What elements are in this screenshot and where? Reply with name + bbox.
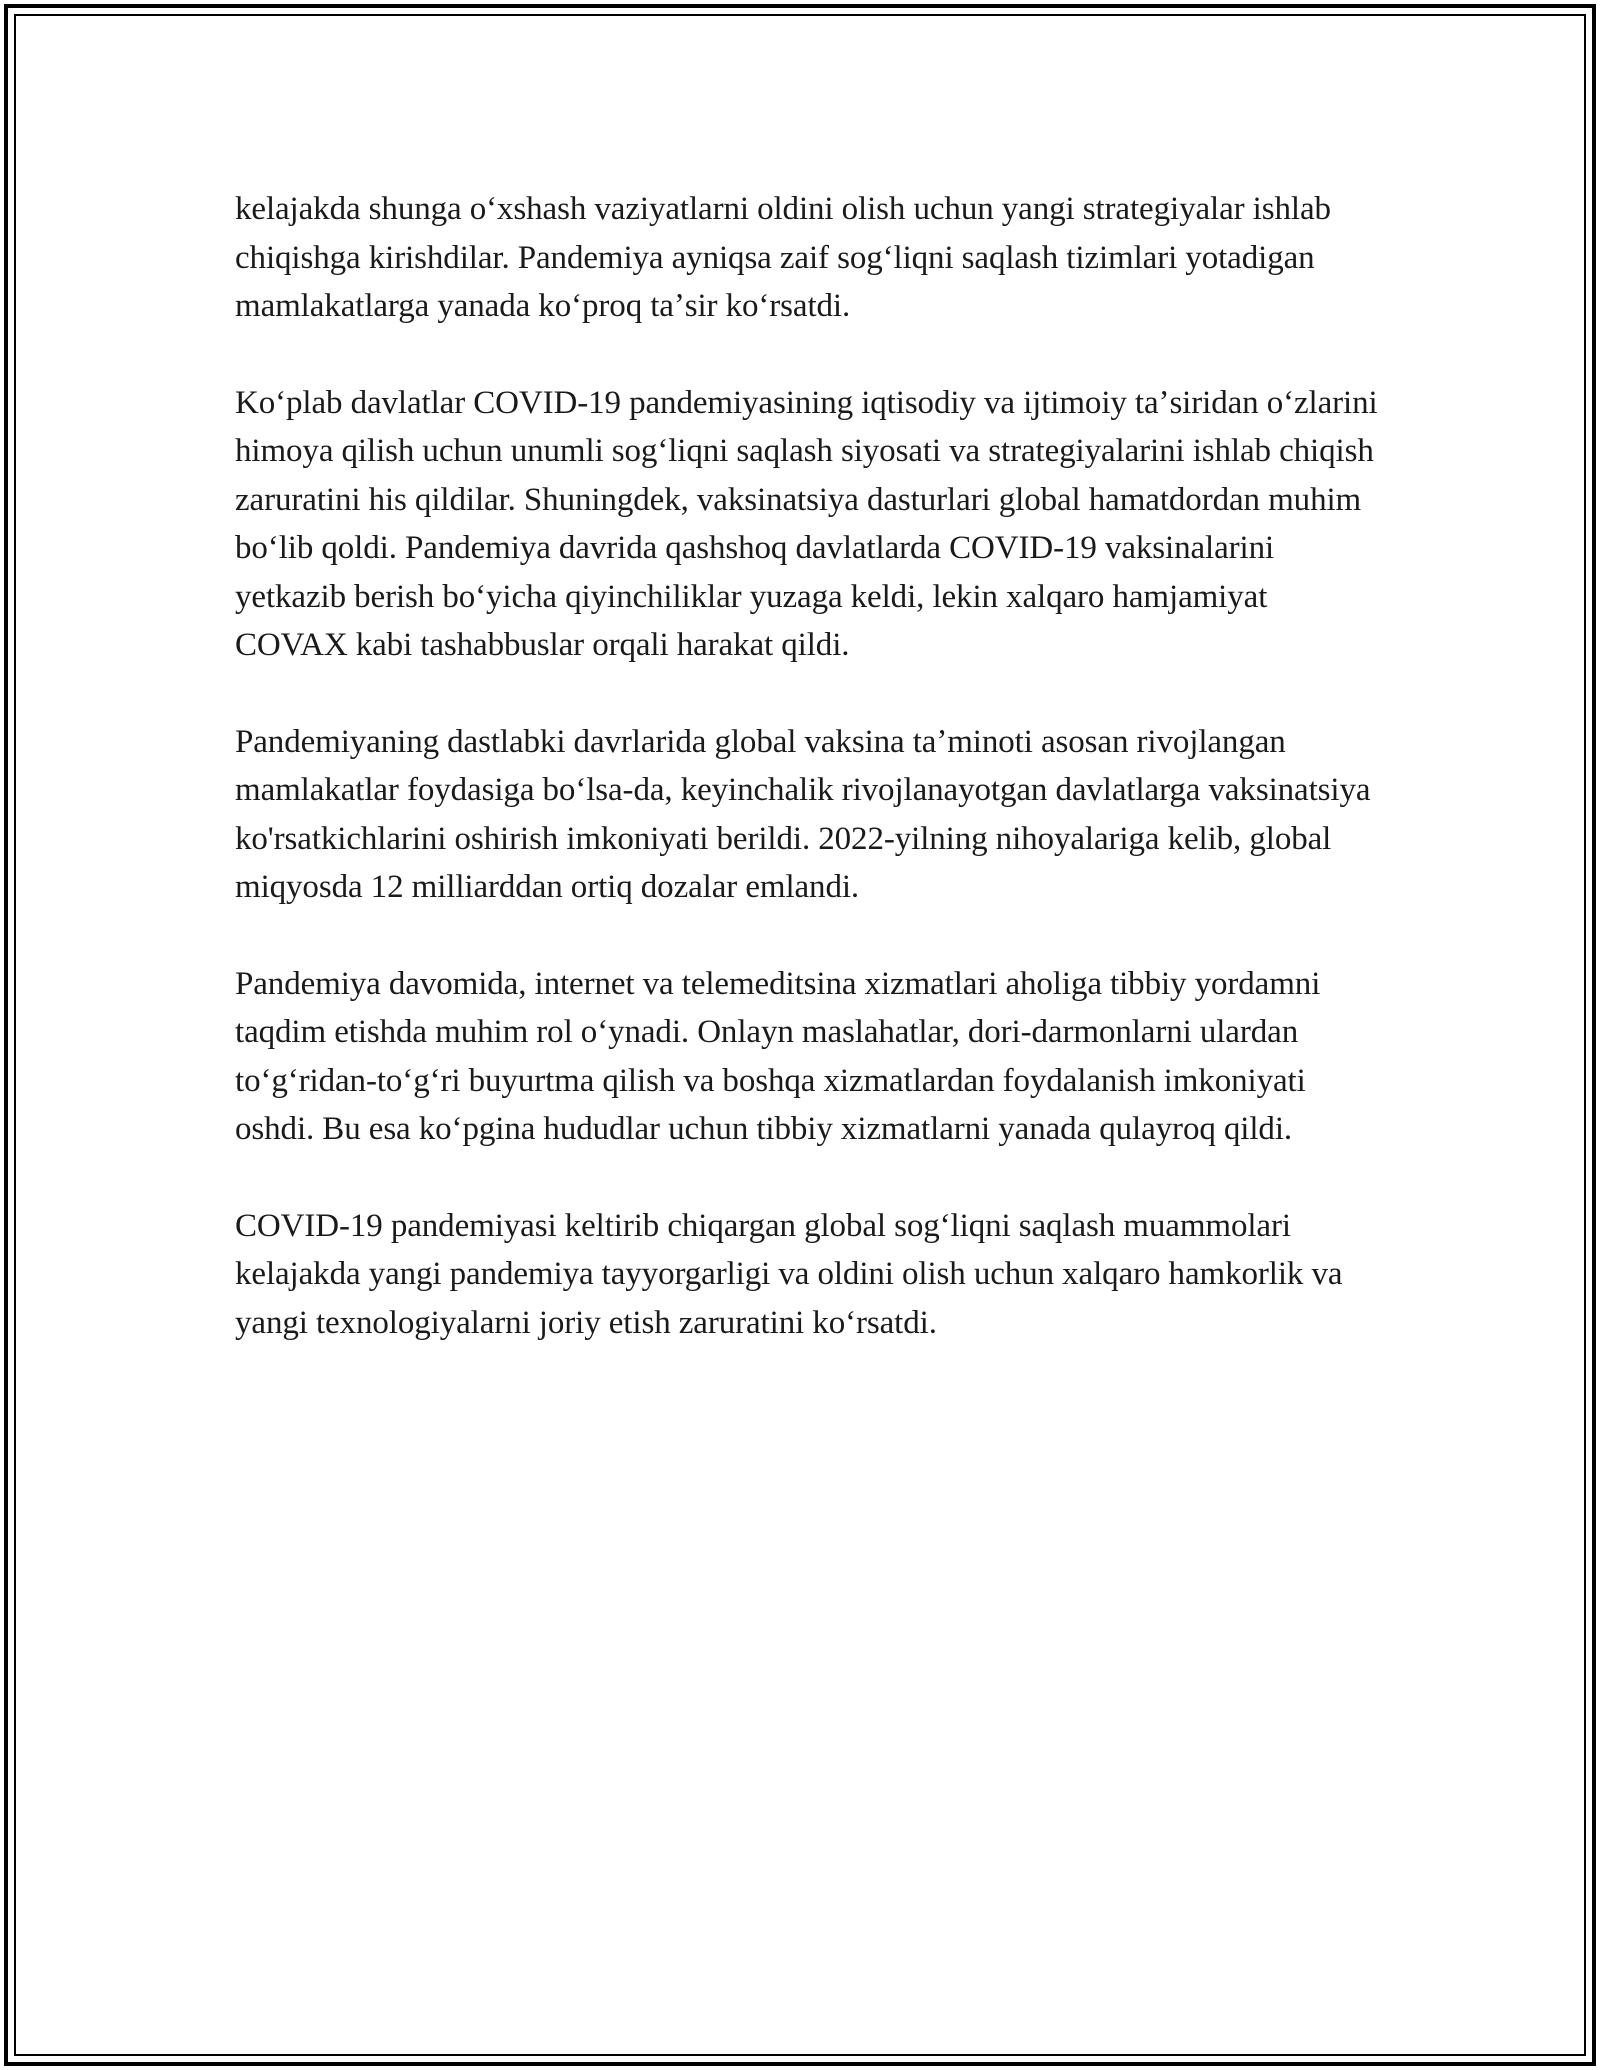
- paragraph-3: Pandemiyaning dastlabki davrlarida global vaksina taʼminoti asosan rivojlangan mamlakatlar foydasiga boʻlsa-da, keyinchalik rivojlanayotgan davlatlarga vaksinatsiya ko'rsatkichlarini oshirish imkoniyati berildi. 2022-yilning nihoyalariga kelib, global miqyosda 12 milliarddan ortiq dozalar emlandi.: [235, 723, 1371, 905]
- paragraph-2: Koʻplab davlatlar COVID-19 pandemiyasining iqtisodiy va ijtimoiy taʼsiridan oʻzlarini himoya qilish uchun unumli sogʻliqni saqlash siyosati va strategiyalarini ishlab chiqish zaruratini his qildilar. Shuningdek, vaksinatsiya dasturlari global hamatdordan muhim boʻlib qoldi. Pandemiya davrida qashshoq davlatlarda COVID-19 vaksinalarini yetkazib berish boʻyicha qiyinchiliklar yuzaga keldi, lekin xalqaro hamjamiyat COVAX kabi tashabbuslar orqali harakat qildi.: [235, 384, 1378, 663]
- paragraph-5: COVID-19 pandemiyasi keltirib chiqargan global sogʻliqni saqlash muammolari kelajakda yangi pandemiya tayyorgarligi va oldini olish uchun xalqaro hamkorlik va yangi texnologiyalarni joriy etish zaruratini koʻrsatdi.: [235, 1207, 1343, 1341]
- paragraph-1: kelajakda shunga oʻxshash vaziyatlarni oldini olish uchun yangi strategiyalar ishlab chiqishga kirishdilar. Pandemiya ayniqsa zaif sogʻliqni saqlash tizimlari yotadigan mamlakatlarga yanada koʻproq taʼsir koʻrsatdi.: [235, 191, 1331, 324]
- document-body: [235, 185, 1385, 1347]
- paragraph-4: Pandemiya davomida, internet va telemeditsina xizmatlari aholiga tibbiy yordamni taqdim etishda muhim rol oʻynadi. Onlayn maslahatlar, dori-darmonlarni ulardan toʻgʻridan-toʻgʻri buyurtma qilish va boshqa xizmatlardan foydalanish imkoniyati oshdi. Bu esa koʻpgina hududlar uchun tibbiy xizmatlarni yanada qulayroq qildi.: [235, 965, 1321, 1147]
